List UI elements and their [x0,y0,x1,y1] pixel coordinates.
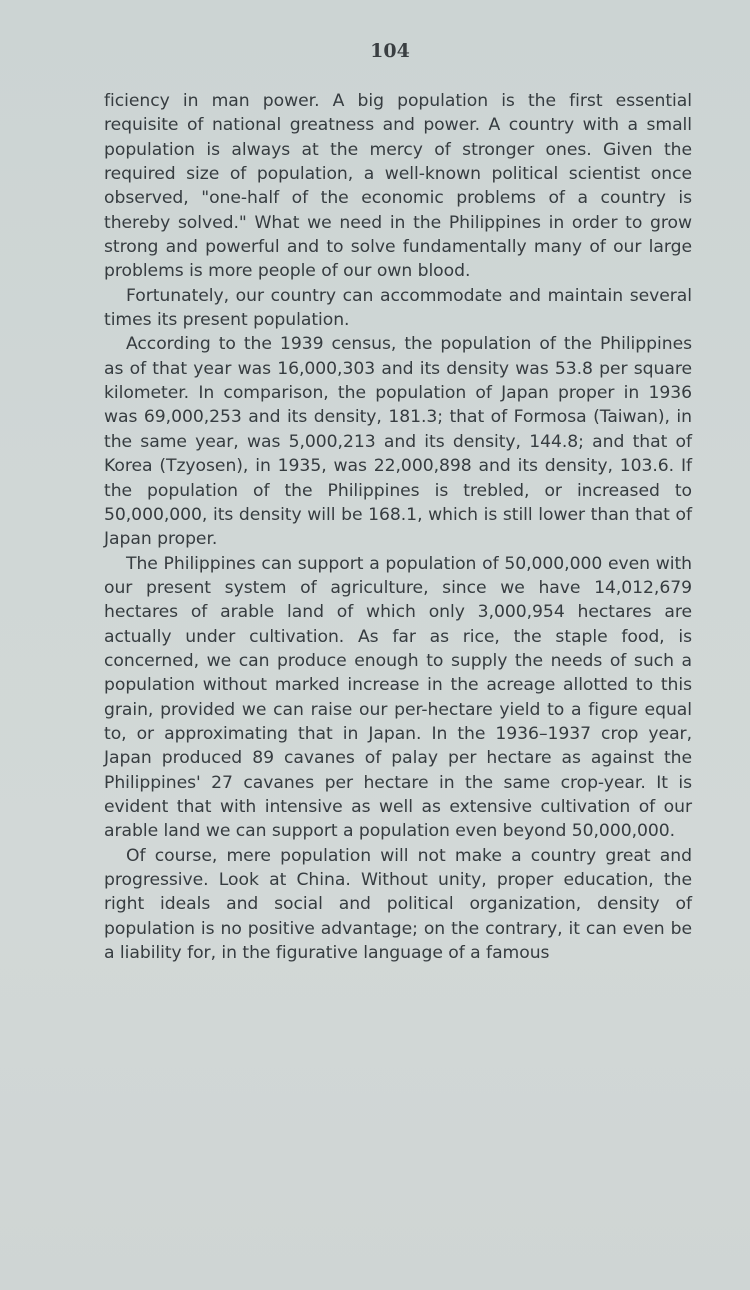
paragraph-china: Of course, mere population will not make a country great and progressive. Look at China. Without unity, proper education, the right ideals and social and political organization, density of population is no positive advantage; on the contrary, it can even be a liability for, in the figurative language of a famous [104,845,692,964]
paragraph-accommodate: Fortunately, our country can accommodate and maintain several times its present population. [104,285,692,331]
page-number: 104 [370,40,410,62]
body-text [104,89,692,965]
paragraph-census: According to the 1939 census, the population of the Philippines as of that year was 16,000,303 and its density was 53.8 per square kilometer. In comparison, the population of Japan proper in 1936 was 69,000,253 and its density, 181.3; that of Formosa (Taiwan), in the same year, was 5,000,213 and its density, 144.8; and that of Korea (Tzyosen), in 1935, was 22,000,898 and its density, 103.6. If the population of the Philippines is trebled, or increased to 50,000,000, its density will be 168.1, which is still lower than that of Japan proper. [104,334,692,550]
paragraph-continuation: ficiency in man power. A big population is the first essential requisite of national greatness and power. A country with a small population is always at the mercy of stronger ones. Given the required size of population, a well-known political scientist once observed, "one-half of the economic problems of a country is thereby solved." What we need in the Philippines in order to grow strong and powerful and to solve fundamentally many of our large problems is more people of our own blood. [104,91,692,282]
paragraph-agriculture: The Philippines can support a population of 50,000,000 even with our present system of agriculture, since we have 14,012,679 hectares of arable land of which only 3,000,954 hectares are actually under cultivation. As far as rice, the staple food, is concerned, we can produce enough to supply the needs of such a population without marked increase in the acreage allotted to this grain, provided we can raise our per-hectare yield to a figure equal to, or approximating that in Japan. In the 1936–1937 crop year, Japan produced 89 cavanes of palay per hectare as against the Philippines' 27 cavanes per hectare in the same crop-year. It is evident that with intensive as well as extensive cultivation of our arable land we can support a population even beyond 50,000,000. [104,553,692,842]
